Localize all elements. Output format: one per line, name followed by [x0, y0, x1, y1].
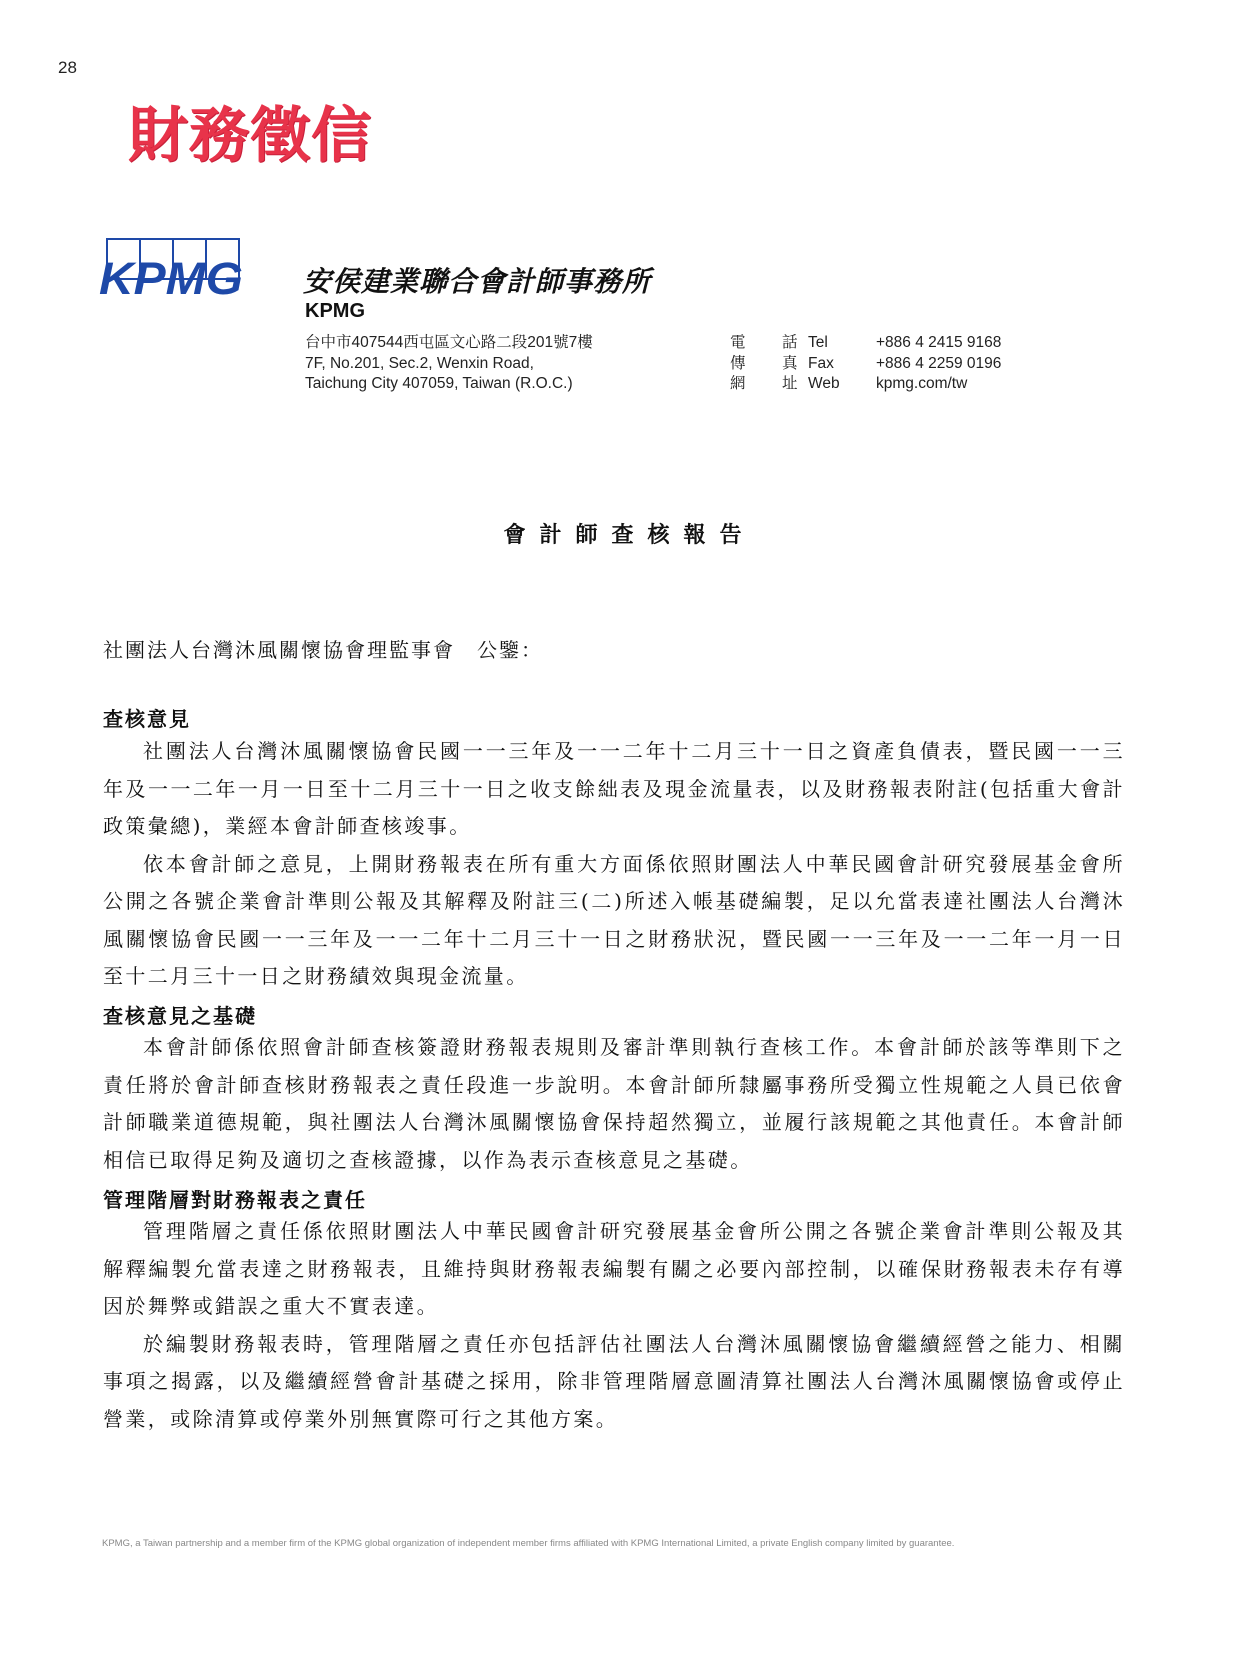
opinion-section — [103, 733, 1125, 996]
paragraph: 管理階層之責任係依照財團法人中華民國會計研究發展基金會所公開之各號企業會計準則公報及其解釋編製允當表達之財務報表，且維持與財務報表編製有關之必要內部控制，以確保財務報表未存有導因於舞弊或錯誤之重大不實表達。 — [103, 1219, 1125, 1318]
page-number: 28 — [58, 58, 77, 77]
contact-label-zh: 話 — [782, 334, 798, 351]
heading-basis-for-opinion: 查核意見之基礎 — [103, 1004, 257, 1028]
contact-label: Fax — [808, 354, 834, 372]
contact-value: +886 4 2415 9168 — [876, 334, 1002, 351]
paragraph: 社團法人台灣沐風關懷協會民國一一三年及一一二年十二月三十一日之資產負債表，暨民國一一三年及一一二年一月一日至十二月三十一日之收支餘絀表及現金流量表，以及財務報表附註(包括重大會計政策彙總)，業經本會計師查核竣事。 — [103, 739, 1125, 838]
address-line: 7F, No.201, Sec.2, Wenxin Road, — [305, 354, 534, 372]
contact-row-tel — [730, 333, 1001, 354]
contact-label: Tel — [808, 334, 828, 351]
report-title: 會計師查核報告 — [503, 522, 756, 548]
paragraph: 依本會計師之意見，上開財務報表在所有重大方面係依照財團法人中華民國會計研究發展基金會所公開之各號企業會計準則公報及其解釋及附註三(二)所述入帳基礎編製，足以允當表達社團法人台灣沐風關懷協會民國一一三年及一一二年十二月三十一日之財務狀況，暨民國一一三年及一一二年一月一日至十二月三十一日之財務績效與現金流量。 — [103, 851, 1125, 988]
heading-audit-opinion: 查核意見 — [103, 707, 191, 731]
contact-label-zh: 真 — [782, 354, 798, 372]
contact-label-zh: 網 — [730, 375, 746, 392]
management-section — [103, 1213, 1125, 1438]
address-line: Taichung City 407059, Taiwan (R.O.C.) — [305, 375, 573, 392]
section-banner: 財務徵信 — [128, 101, 372, 171]
paragraph: 於編製財務報表時，管理階層之責任亦包括評估社團法人台灣沐風關懷協會繼續經營之能力、相關事項之揭露，以及繼續經營會計基礎之採用，除非管理階層意圖清算社團法人台灣沐風關懷協會或停止營業，或除清算或停業外別無實際可行之其他方案。 — [103, 1331, 1125, 1431]
contact-value: kpmg.com/tw — [876, 375, 968, 392]
contact-label: Web — [808, 375, 840, 392]
address-line: 台中市407544西屯區文心路二段201號7樓 — [305, 334, 593, 351]
contact-label-zh: 電 — [730, 334, 746, 351]
firm-contacts — [730, 333, 1001, 395]
basis-section — [103, 1029, 1125, 1179]
footer-disclaimer: KPMG, a Taiwan partnership and a member firm of the KPMG global organization of independent member firms affiliated with KPMG International Limited, a private English company limited by guarantee. — [102, 1538, 955, 1549]
contact-row-fax — [730, 354, 1001, 375]
firm-address — [305, 333, 593, 395]
addressee: 社團法人台灣沐風關懷協會理監事會 公鑒： — [103, 638, 543, 662]
kpmg-logo — [98, 238, 258, 308]
firm-name-chinese: 安侯建業聯合會計師事務所 — [303, 265, 652, 298]
heading-management-responsibility: 管理階層對財務報表之責任 — [103, 1188, 367, 1212]
contact-label-zh: 傳 — [730, 354, 746, 372]
contact-value: +886 4 2259 0196 — [876, 354, 1002, 372]
kpmg-logo-text: KPMG — [99, 253, 243, 304]
firm-name-english: KPMG — [305, 300, 365, 322]
contact-row-web — [730, 374, 1001, 395]
paragraph: 本會計師係依照會計師查核簽證財務報表規則及審計準則執行查核工作。本會計師於該等準則下之責任將於會計師查核財務報表之責任段進一步說明。本會計師所隸屬事務所受獨立性規範之人員已依會計師職業道德規範，與社團法人台灣沐風關懷協會保持超然獨立，並履行該規範之其他責任。本會計師相信已取得足夠及適切之查核證據，以作為表示查核意見之基礎。 — [103, 1035, 1125, 1172]
contact-label-zh: 址 — [782, 375, 798, 392]
